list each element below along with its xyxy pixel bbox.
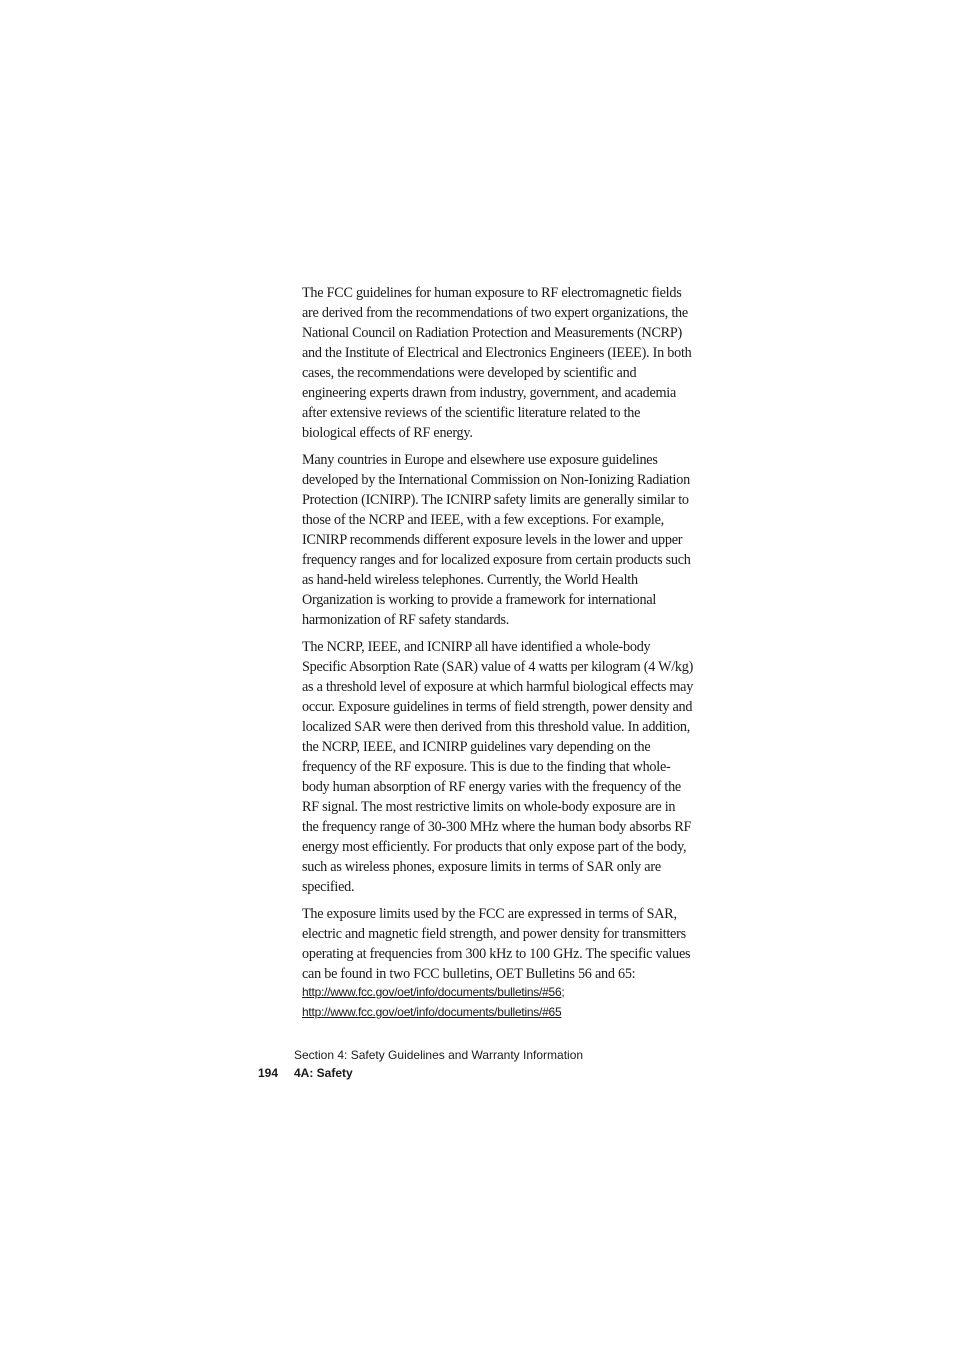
footer-chapter: 4A: Safety <box>294 1066 353 1080</box>
paragraph-fcc-guidelines: The FCC guidelines for human exposure to RF electromagnetic fields are derived from the recommendations of two expert organizations, the National Council on Radiation Protection and Measurements (NCRP) and the Institute of Electrical and Electronics Engineers (IEEE). In both cases, the recommendations were developed by scientific and engineering experts drawn from industry, government, and academia after extensive reviews of the scientific literature related to the biological effects of RF energy. <box>302 285 692 441</box>
page-footer <box>258 1046 583 1082</box>
bulletin-links <box>302 982 694 1022</box>
bulletin-56-link[interactable]: http://www.fcc.gov/oet/info/documents/bulletins/#56 <box>302 985 562 999</box>
paragraph-fcc-limits: The exposure limits used by the FCC are expressed in terms of SAR, electric and magnetic field strength, and power density for transmitters operating at frequencies from 300 kHz to 100 GHz. The specific values can be found in two FCC bulletins, OET Bulletins 56 and 65: <box>302 906 691 982</box>
bulletin-link-row-2 <box>302 1002 694 1022</box>
footer-page-row <box>258 1064 583 1082</box>
footer-section-title: Section 4: Safety Guidelines and Warranty Information <box>294 1048 584 1062</box>
bulletin-65-link[interactable]: http://www.fcc.gov/oet/info/documents/bulletins/#65 <box>302 1005 562 1019</box>
body-text <box>302 283 694 1022</box>
paragraph-sar-threshold: The NCRP, IEEE, and ICNIRP all have identified a whole-body Specific Absorption Rate (SAR) value of 4 watts per kilogram (4 W/kg) as a threshold level of exposure at which harmful biological effects may occur. Exposure guidelines in terms of field strength, power density and localized SAR were then derived from this threshold value. In addition, the NCRP, IEEE, and ICNIRP guidelines vary depending on the frequency of the RF exposure. This is due to the finding that whole-body human absorption of RF energy varies with the frequency of the RF signal. The most restrictive limits on whole-body exposure are in the frequency range of 30-300 MHz where the human body absorbs RF energy most efficiently. For products that only expose part of the body, such as wireless phones, exposure limits in terms of SAR only are specified. <box>302 639 694 895</box>
bulletin-link-row-1 <box>302 982 694 1002</box>
link-separator: ; <box>561 985 565 999</box>
page-number: 194 <box>258 1066 279 1080</box>
paragraph-icnirp: Many countries in Europe and elsewhere use exposure guidelines developed by the International Commission on Non-Ionizing Radiation Protection (ICNIRP). The ICNIRP safety limits are generally similar to those of the NCRP and IEEE, with a few exceptions. For example, ICNIRP recommends different exposure levels in the lower and upper frequency ranges and for localized exposure from certain products such as hand-held wireless telephones. Currently, the World Health Organization is working to provide a framework for international harmonization of RF safety standards. <box>302 452 691 628</box>
